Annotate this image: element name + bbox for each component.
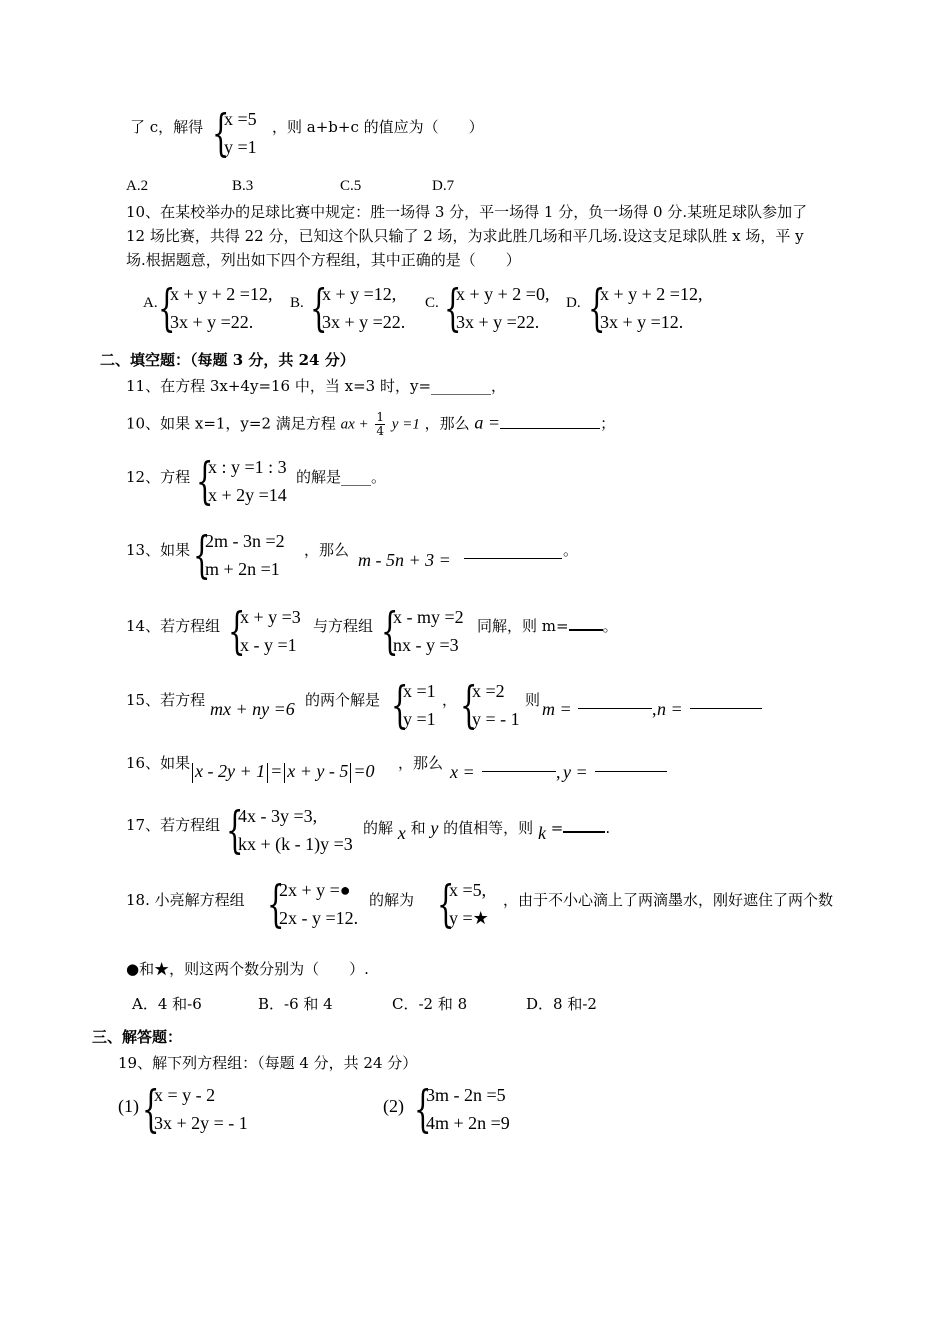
- q19-part2-label: (2): [383, 1096, 404, 1116]
- q18-choice-d: D．8 和-2: [526, 995, 597, 1013]
- q17-blank: [563, 831, 605, 833]
- q18-mid: 的解为: [369, 891, 415, 909]
- q16-y: y =: [563, 762, 588, 782]
- q15-m: m =: [542, 699, 572, 719]
- q17-t1: 的解: [363, 819, 394, 837]
- q19-part1-label: (1): [118, 1096, 139, 1116]
- q13-prefix: 13、如果: [126, 541, 191, 559]
- q16-abs1: x - 2y + 1: [195, 761, 266, 781]
- q17-and: 和: [410, 819, 426, 837]
- q16-abs-bar: [284, 763, 285, 783]
- q18-choice-c: C．-2 和 8: [392, 995, 468, 1013]
- q14-suffix: [477, 619, 618, 634]
- q10b-frac-den: 4: [376, 424, 385, 438]
- q15-comma: ，: [442, 691, 458, 709]
- q16-comma: ,: [556, 762, 561, 782]
- q9-suffix: ，则 a+b+c 的值应为（ ）: [272, 118, 484, 136]
- q10-option-c-label: C.: [425, 295, 439, 311]
- q16-abs-bar: [192, 763, 193, 783]
- q18-suffix: ，由于不小心滴上了两滴墨水，刚好遮住了两个数: [503, 891, 834, 909]
- q14-mid: 与方程组: [313, 617, 374, 635]
- q17-t3: =: [550, 819, 564, 837]
- q17-tail: [363, 818, 611, 843]
- q14-suffix-text: 同解，则 m=: [477, 617, 569, 635]
- q17-y: y: [430, 818, 439, 838]
- q13-blank: [464, 558, 562, 559]
- q16-prefix: 16、如果: [126, 754, 191, 772]
- q16-abs-bar: [350, 763, 351, 783]
- q14-prefix: 14、若方程组: [126, 617, 221, 635]
- section-2-title: 二、填空题：（每题 3 分，共 24 分）: [100, 351, 355, 369]
- q10b-frac-num: 1: [376, 410, 385, 424]
- q10b-var: a =: [474, 412, 501, 433]
- q17-x: x: [397, 823, 406, 843]
- q15-eq: mx + ny =6: [210, 699, 295, 719]
- q18-line2: ●和★，则这两个数分别为（ ）.: [126, 960, 369, 978]
- q10-option-a-label: A.: [143, 295, 158, 311]
- q15-then: 则: [525, 691, 541, 709]
- q16-expr: [190, 762, 375, 783]
- q18-choice-a: A．4 和-6: [132, 995, 202, 1013]
- q15-m-blank: [578, 708, 652, 709]
- q15-prefix: 15、若方程: [126, 691, 206, 709]
- q13-end: 。: [563, 541, 579, 559]
- section-3-title: 三、解答题：: [92, 1028, 183, 1046]
- q12-prefix: 12、方程: [126, 468, 191, 486]
- q10-line2: 12 场比赛，共得 22 分，已知这个队只输了 2 场，为求此胜几场和平几场.设这支足球队胜 x 场，平 y: [126, 227, 804, 245]
- q17-t2: 的值相等，则: [443, 819, 534, 837]
- q9-prefix: 了 c，解得: [130, 118, 204, 136]
- q15-mid: 的两个解是: [305, 691, 381, 709]
- q13-expr: m - 5n + 3 =: [358, 550, 451, 570]
- q10-line3: 场.根据题意，列出如下四个方程组，其中正确的是（ ）: [126, 251, 521, 269]
- q10b-prefix: 10、如果 x=1，y=2 满足方程: [126, 414, 336, 433]
- q16-abs-bar: [267, 763, 268, 783]
- q14-blank: [569, 629, 603, 631]
- q17-prefix: 17、若方程组: [126, 816, 221, 834]
- q12-suffix: 的解是____。: [296, 468, 387, 486]
- q14-end: 。: [602, 617, 618, 635]
- q10b-end: ；: [600, 414, 616, 433]
- q9-choice-b: B.3: [232, 178, 254, 194]
- q13-mid: ，那么: [304, 541, 350, 559]
- q16-abs2: x + y - 5: [287, 761, 349, 781]
- q17-k: k: [537, 823, 546, 843]
- q10-option-d-label: D.: [566, 295, 581, 311]
- q15-comma-2: ,: [652, 699, 657, 719]
- q16-zero: =0: [353, 761, 375, 781]
- q16-equals: =: [270, 761, 283, 781]
- q10b-mid: ，那么: [424, 414, 470, 433]
- q10-option-b-label: B.: [290, 295, 304, 311]
- q19-text: 19、解下列方程组：（每题 4 分，共 24 分）: [118, 1054, 418, 1072]
- q10b-fraction: [375, 411, 385, 438]
- q9-choice-c: C.5: [340, 178, 362, 194]
- q10b-eq-b: y =1: [391, 416, 420, 433]
- q15-n: n =: [657, 699, 683, 719]
- q9-choice-a: A.2: [126, 178, 149, 194]
- q10b-blank: [500, 428, 600, 429]
- q11-text: 11、在方程 3x+4y=16 中，当 x=3 时，y=________，: [126, 377, 507, 395]
- q10b-eq-a: ax +: [340, 416, 369, 433]
- q15-n-blank: [690, 708, 762, 709]
- q16-mid: ，那么: [398, 754, 444, 772]
- q16-y-blank: [595, 771, 667, 772]
- q10-line1: 10、在某校举办的足球比赛中规定：胜一场得 3 分，平一场得 1 分，负一场得 0 分.某班足球队参加了: [126, 203, 808, 221]
- q16-x: x =: [450, 762, 475, 782]
- q10b-text: [126, 411, 615, 438]
- q17-end: .: [605, 819, 611, 837]
- q18-choice-b: B．-6 和 4: [258, 995, 333, 1013]
- q9-choice-d: D.7: [432, 178, 455, 194]
- q18-prefix: 18. 小亮解方程组: [126, 891, 245, 909]
- q16-x-blank: [482, 771, 556, 772]
